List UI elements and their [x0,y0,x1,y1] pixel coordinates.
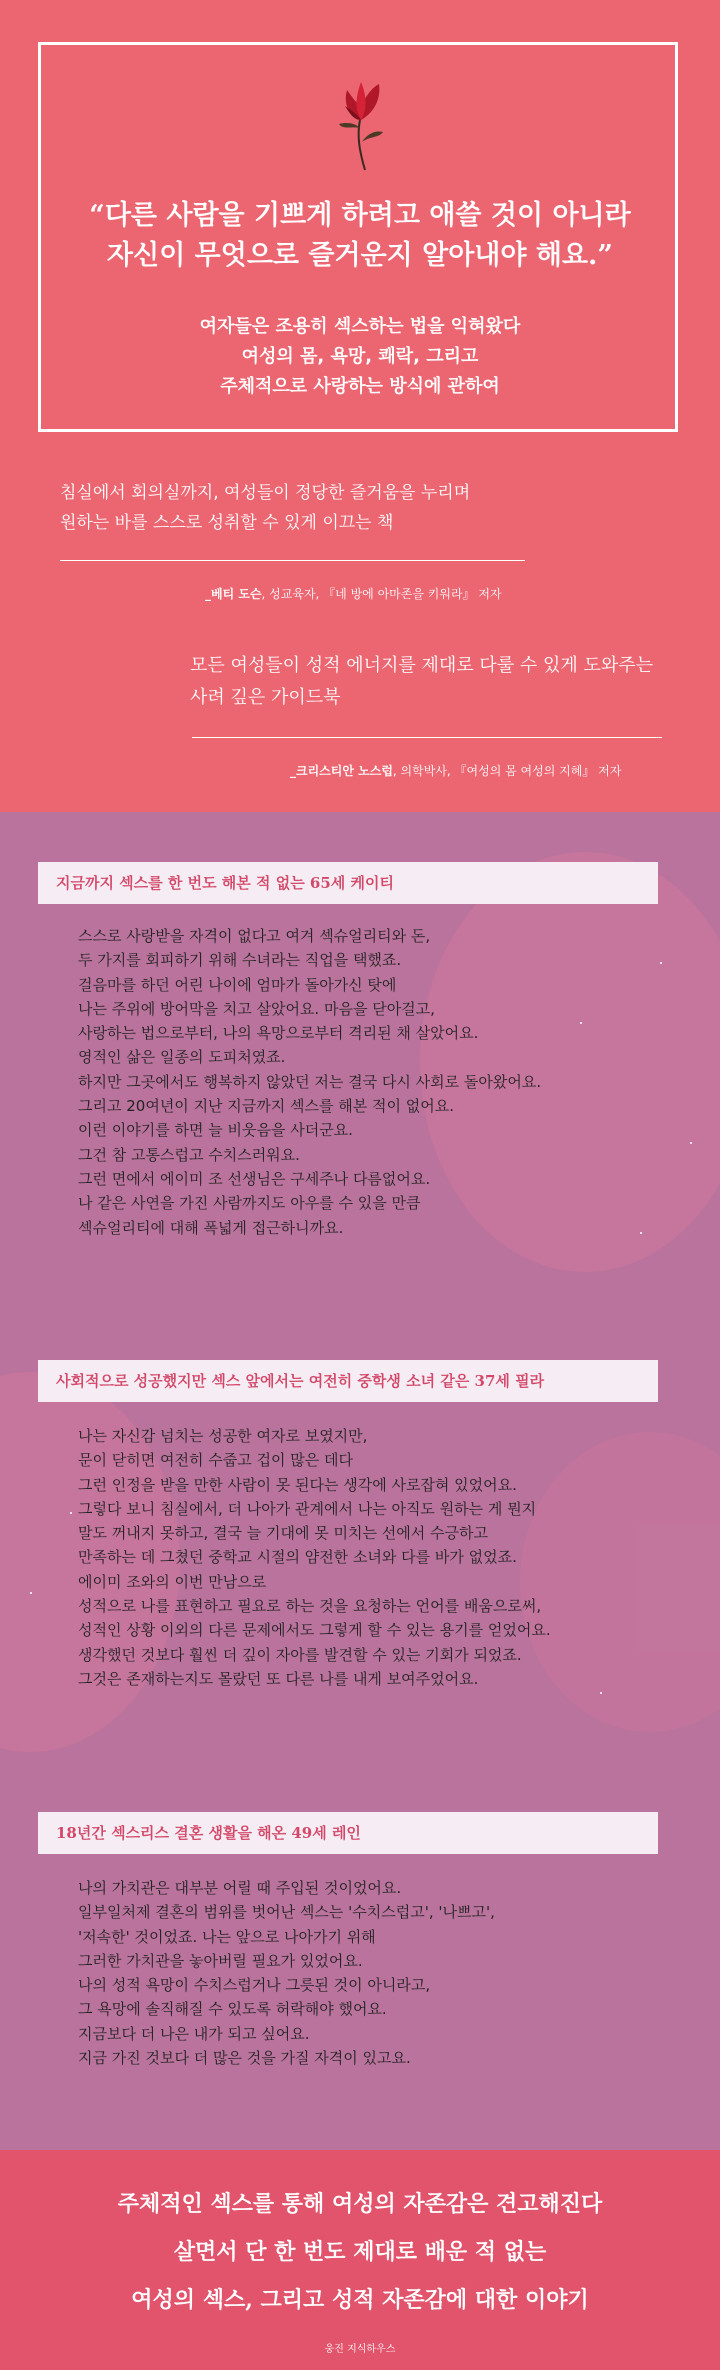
story-line: 사랑하는 법으로부터, 나의 욕망으로부터 격리된 채 살았어요. [78,1024,479,1043]
divider [60,560,525,561]
sparkle-icon [640,1232,642,1234]
review-1-line-1: 침실에서 회의실까지, 여성들이 정당한 즐거움을 누리며 [60,483,471,503]
story-1-body [78,924,541,1240]
story-line: 걸음마를 하던 어린 나이에 엄마가 돌아가신 탓에 [78,975,397,994]
story-line: 두 가지를 회피하기 위해 수녀라는 직업을 택했죠. [78,951,402,970]
story-line: 지금보다 더 나은 내가 되고 싶어요. [78,2024,310,2043]
stories-section [0,812,720,2150]
story-line: 그리고 20여년이 지난 지금까지 섹스를 해본 적이 없어요. [78,1097,455,1116]
sparkle-icon [30,1592,32,1594]
story-line: 성적으로 나를 표현하고 필요로 하는 것을 요청하는 언어를 배움으로써, [78,1597,542,1616]
story-line: 나 같은 사연을 가진 사람까지도 아우를 수 있을 만큼 [78,1194,421,1213]
red-flower-icon [335,80,387,172]
story-line: 스스로 사랑받을 자격이 없다고 여겨 섹슈얼리티와 돈, [78,927,431,945]
story-line: 그런 면에서 에이미 조 선생님은 구세주나 다름없어요. [78,1169,431,1188]
closing-section [0,2150,720,2370]
sparkle-icon [70,1512,72,1514]
story-line: 그런 인정을 받을 만한 사람이 못 된다는 생각에 사로잡혀 있었어요. [78,1475,517,1494]
story-line: 말도 꺼내지 못하고, 결국 늘 기대에 못 미치는 선에서 수긍하고 [78,1524,488,1543]
sparkle-icon [600,1692,602,1694]
story-line: 그 욕망에 솔직해질 수 있도록 허락해야 했어요. [78,2000,387,2019]
review-2 [190,650,653,714]
story-1-title: 지금까지 섹스를 한 번도 해본 적 없는 65세 케이티 [38,862,658,904]
review-1-line-2: 원하는 바를 스스로 성취할 수 있게 이끄는 책 [60,513,394,533]
review-2-author: _크리스티안 노스럽 [290,764,393,778]
story-line: 나의 가치관은 대부분 어릴 때 주입된 것이었어요. [78,1879,402,1897]
sparkle-icon [660,962,662,964]
story-line: 영적인 삶은 일종의 도피처였죠. [78,1048,286,1067]
review-2-credit [290,762,621,779]
story-line: 그것은 존재하는지도 몰랐던 또 다른 나를 내게 보여주었어요. [78,1669,479,1688]
sparkle-icon [580,1022,582,1024]
story-line: 그렇다 보니 침실에서, 더 나아가 관계에서 나는 아직도 원하는 게 뭔지 [78,1499,537,1518]
subtitle-line-2: 여성의 몸, 욕망, 쾌락, 그리고 [241,346,479,367]
story-line: 나는 자신감 넘치는 성공한 여자로 보였지만, [78,1427,368,1445]
story-line: 하지만 그곳에서도 행복하지 않았던 저는 결국 다시 사회로 돌아왔어요. [78,1072,542,1091]
quote-line-2: 자신이 무엇으로 즐거운지 알아내야 해요.” [107,240,613,271]
review-1 [60,478,470,538]
story-line: 생각했던 것보다 훨씬 더 깊이 자아를 발견할 수 있는 기회가 되었죠. [78,1645,522,1664]
story-line: 문이 닫히면 여전히 수줍고 겁이 많은 데다 [78,1451,353,1470]
story-line: 나의 성적 욕망이 수치스럽거나 그릇된 것이 아니라고, [78,1976,431,1995]
headline-quote [0,196,720,276]
story-line: 섹슈얼리티에 대해 폭넓게 접근하니까요. [78,1218,344,1237]
publisher-logo: 웅진 지식하우스 [324,2344,396,2355]
review-1-author: _베티 도슨 [205,587,262,601]
story-2-title: 사회적으로 성공했지만 섹스 앞에서는 여전히 중학생 소녀 같은 37세 필라 [38,1360,658,1402]
story-line: 에이미 조와의 이번 만남으로 [78,1572,267,1591]
story-line: 일부일처제 결혼의 범위를 벗어난 섹스는 '수치스럽고', '나쁘고', [78,1903,495,1922]
subtitle [0,312,720,402]
story-3-title: 18년간 섹스리스 결혼 생활을 해온 49세 레인 [38,1812,658,1854]
sparkle-icon [690,1142,692,1144]
story-line: 나는 주위에 방어막을 치고 살았어요. 마음을 닫아걸고, [78,999,435,1018]
story-line: 그건 참 고통스럽고 수치스러워요. [78,1145,300,1164]
review-1-credit [205,585,502,602]
divider [192,737,662,738]
hero-section [0,0,720,812]
story-line: 그러한 가치관을 놓아버릴 필요가 있었어요. [78,1951,363,1970]
story-3-body [78,1876,495,2070]
closing-text [0,2180,720,2324]
quote-line-1: “다른 사람을 기쁘게 하려고 애쓸 것이 아니라 [89,200,631,231]
review-2-line-1: 모든 여성들이 성적 에너지를 제대로 다룰 수 있게 도와주는 [190,655,654,676]
story-line: '저속한' 것이었죠. 나는 앞으로 나아가기 위해 [78,1927,376,1946]
review-1-credit-text: , 성교육자, 『네 방에 아마존을 키워라』 저자 [261,587,502,601]
review-2-line-2: 사려 깊은 가이드북 [190,687,341,708]
story-line: 성적인 상황 이외의 다른 문제에서도 그렇게 할 수 있는 용기를 얻었어요. [78,1621,551,1640]
review-2-credit-text: , 의학박사, 『여성의 몸 여성의 지혜』 저자 [392,764,622,778]
subtitle-line-3: 주체적으로 사랑하는 방식에 관하여 [220,376,500,397]
closing-line-2: 살면서 단 한 번도 제대로 배운 적 없는 [173,2239,547,2265]
story-line: 지금 가진 것보다 더 많은 것을 가질 자격이 있고요. [78,2049,411,2068]
closing-line-1: 주체적인 섹스를 통해 여성의 자존감은 견고해진다 [117,2191,603,2217]
closing-line-3: 여성의 섹스, 그리고 성적 자존감에 대한 이야기 [131,2287,589,2313]
subtitle-line-1: 여자들은 조용히 섹스하는 법을 익혀왔다 [199,316,521,337]
story-line: 만족하는 데 그쳤던 중학교 시절의 얌전한 소녀와 다를 바가 없었죠. [78,1548,517,1567]
story-line: 이런 이야기를 하면 늘 비웃음을 사더군요. [78,1121,353,1140]
story-2-body [78,1424,551,1691]
